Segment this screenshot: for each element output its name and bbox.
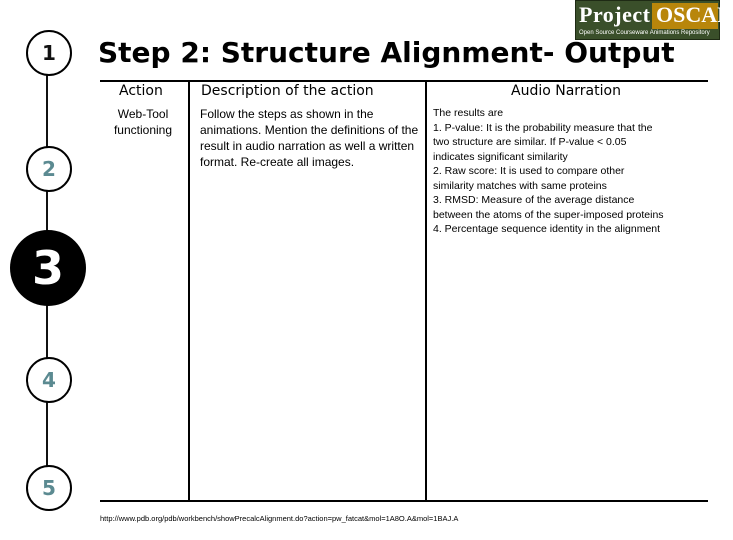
logo-tagline: Open Source Courseware Animations Repository bbox=[579, 30, 710, 36]
step-4-circle[interactable]: 4 bbox=[26, 357, 72, 403]
logo-word-oscar: OSCAR bbox=[656, 2, 733, 27]
column-header-audio: Audio Narration bbox=[511, 83, 621, 99]
cell-action: Web-Tool functioning bbox=[113, 107, 173, 137]
step-5-circle[interactable]: 5 bbox=[26, 465, 72, 511]
cell-audio-narration bbox=[433, 106, 667, 237]
page-title: Step 2: Structure Alignment- Output bbox=[98, 36, 675, 69]
audio-line-intro: The results are bbox=[433, 107, 504, 119]
column-header-description: Description of the action bbox=[201, 83, 374, 99]
column-divider-1 bbox=[188, 80, 190, 502]
source-url-link[interactable]: http://www.pdb.org/pdb/workbench/showPrecalcAlignment.do?action=pw_fatcat&mol=1A8O.A&mol=1BAJ.A bbox=[100, 514, 459, 523]
logo-word-project: Project bbox=[579, 2, 651, 27]
column-divider-2 bbox=[425, 80, 427, 502]
cell-description: Follow the steps as shown in the animations. Mention the definitions of the result in audio narration as well a written format. Re-create all images. bbox=[200, 107, 419, 169]
audio-line-identity: 4. Percentage sequence identity in the alignment bbox=[433, 223, 661, 235]
project-oscar-logo bbox=[575, 0, 733, 40]
audio-line-pvalue: 1. P-value: It is the probability measure that the two structure are similar. If P-value < 0.05 indicates significant similarity bbox=[433, 121, 653, 163]
audio-line-raw-score: 2. Raw score: It is used to compare other similarity matches with same proteins bbox=[433, 165, 625, 192]
step-2-circle[interactable]: 2 bbox=[26, 146, 72, 192]
audio-line-rmsd: 3. RMSD: Measure of the average distance between the atoms of the super-imposed proteins bbox=[433, 194, 664, 221]
table-bottom-rule bbox=[100, 500, 708, 502]
step-1-circle[interactable]: 1 bbox=[26, 30, 72, 76]
step-3-circle-active[interactable]: 3 bbox=[10, 230, 86, 306]
title-rule bbox=[100, 80, 708, 82]
column-header-action: Action bbox=[119, 83, 163, 99]
